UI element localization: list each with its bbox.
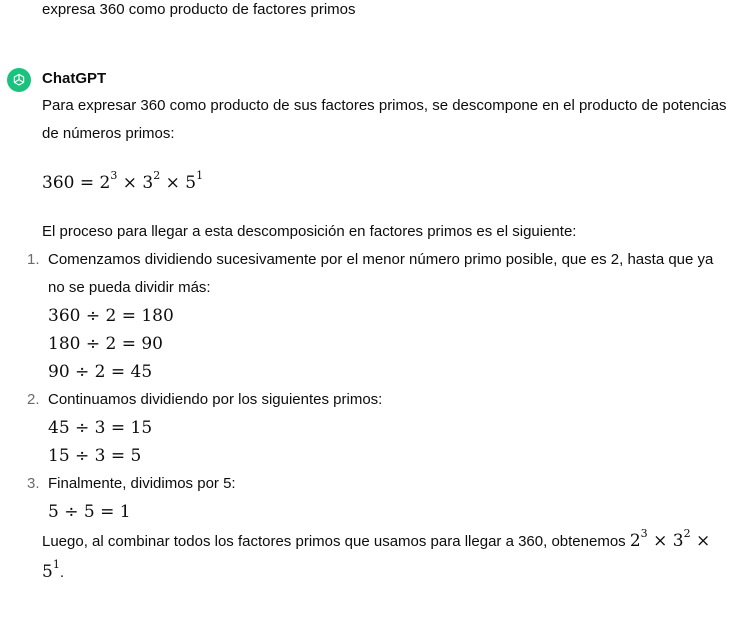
conclusion-paragraph: Luego, al combinar todos los factores primos que usamos para llegar a 360, obtenemos $2^3 \times 3^2 \times 5^1$. (42, 527, 711, 582)
step-equation: 180 ÷ 2 = 90 (48, 334, 163, 354)
assistant-avatar (7, 68, 31, 92)
step-equation: 90 ÷ 2 = 45 (48, 362, 153, 382)
step-text: Finalmente, dividimos por 5: (48, 475, 236, 492)
list-item (27, 470, 732, 526)
list-item (27, 246, 732, 386)
step-text: Continuamos dividiendo por los siguientes primos: (48, 391, 383, 408)
user-message: expresa 360 como producto de factores primos (42, 1, 356, 18)
assistant-name: ChatGPT (42, 70, 107, 87)
step-text: Comenzamos dividiendo sucesivamente por el menor número primo posible, que es 2, hasta que ya no se pueda dividir más: (48, 251, 714, 296)
step-number: 2. (27, 391, 40, 408)
intro-paragraph: Para expresar 360 como producto de sus factores primos, se descompone en el producto de potencias de números primos: (42, 97, 727, 142)
step-equation: 360 ÷ 2 = 180 (48, 306, 174, 326)
step-number: 1. (27, 251, 40, 268)
steps-list (27, 246, 732, 526)
list-item (27, 386, 732, 470)
main-equation: $360 = 2^3 \times 3^2 \times 5^1$ (42, 169, 204, 193)
openai-logo-icon (11, 72, 27, 88)
step-equation: 45 ÷ 3 = 15 (48, 418, 153, 438)
step-number: 3. (27, 475, 40, 492)
step-equation: 15 ÷ 3 = 5 (48, 446, 142, 466)
assistant-message (27, 92, 732, 588)
conclusion-equation: $2^3 \times 3^2 \times 5^1$ (42, 527, 711, 582)
process-intro: El proceso para llegar a esta descomposición en factores primos es el siguiente: (42, 223, 577, 240)
step-equation: 5 ÷ 5 = 1 (48, 502, 131, 522)
